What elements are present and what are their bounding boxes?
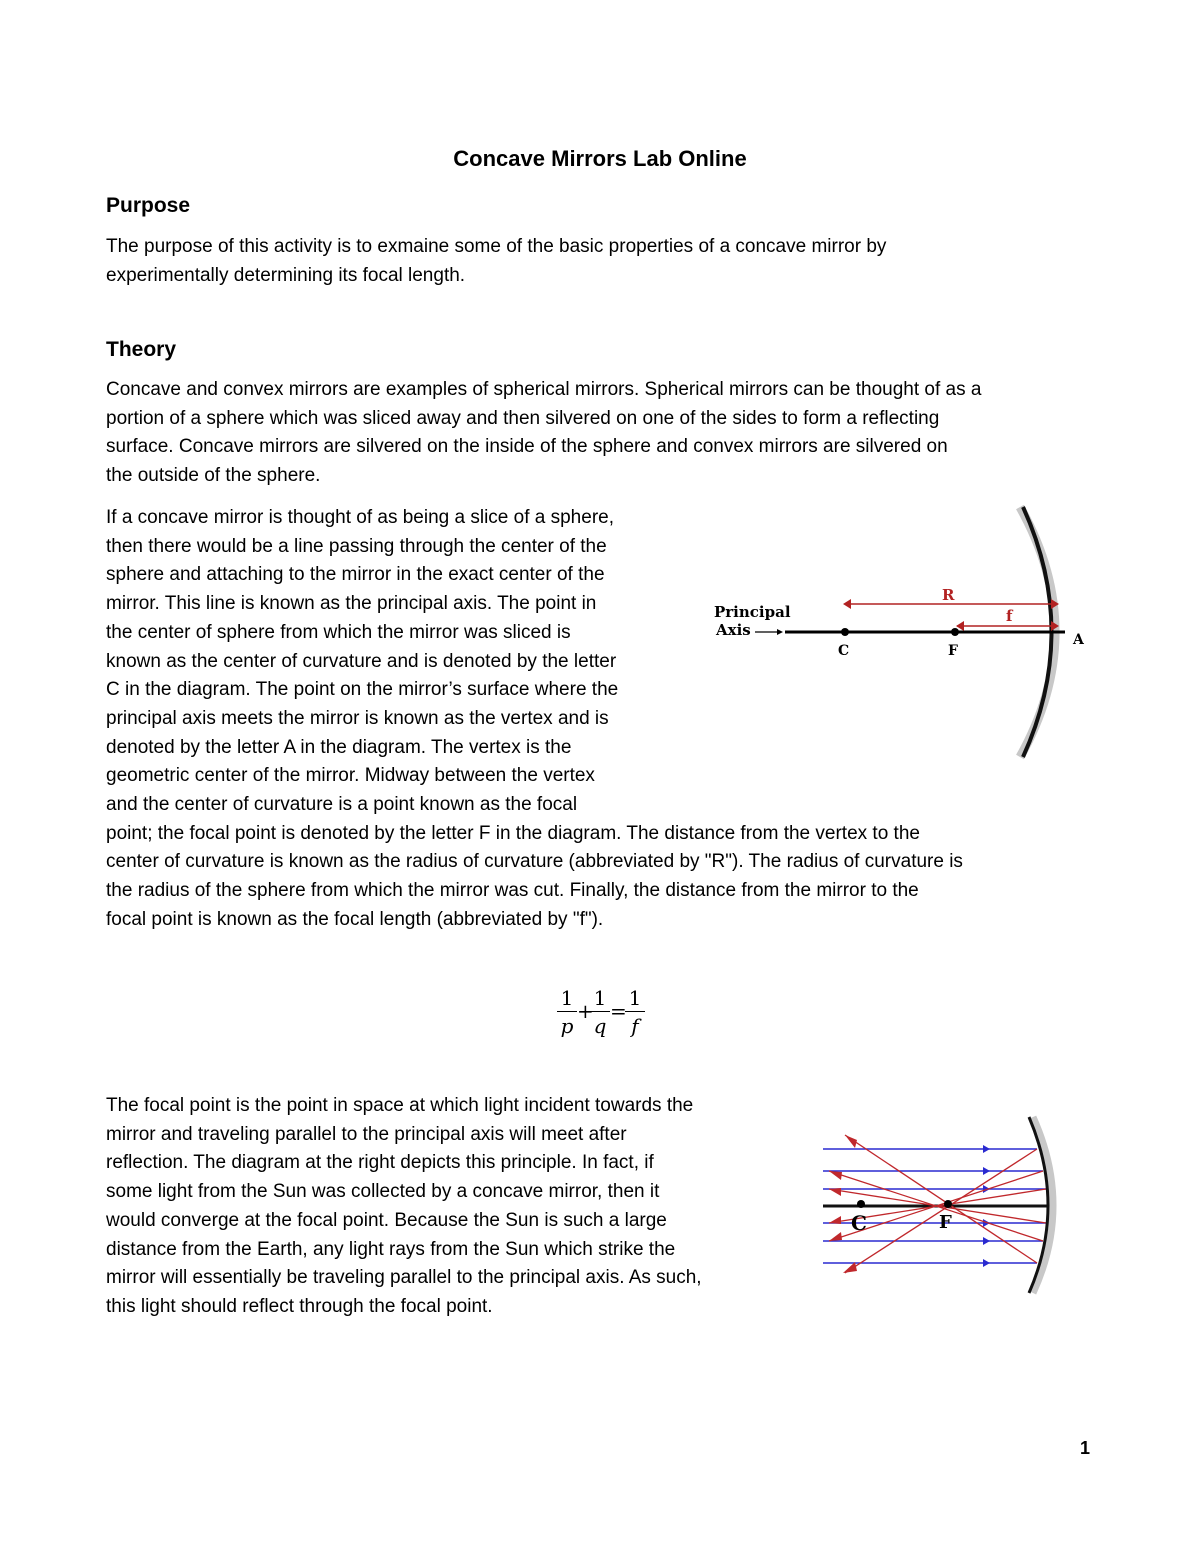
denominator: f: [631, 1014, 639, 1038]
numerator: 1: [628, 986, 642, 1010]
text-line: center of curvature is known as the radius of curvature (abbreviated by "R"). The radius of curvature is: [106, 851, 963, 873]
text-line: If a concave mirror is thought of as being a slice of a sphere,: [106, 507, 614, 528]
ray-diagram: [815, 1115, 1060, 1295]
center-of-curvature-label: C: [851, 1211, 867, 1235]
text-line: the center of sphere from which the mirror was sliced is: [106, 621, 571, 643]
center-of-curvature-label: C: [838, 643, 850, 659]
text-line: the radius of the sphere from which the mirror was cut. Finally, the distance from the mirror to the: [106, 880, 919, 902]
text-line: reflection. The diagram at the right depicts this principle. In fact, if: [106, 1152, 654, 1174]
ray-arrowhead: [845, 1135, 857, 1148]
page-number: 1: [1080, 1438, 1091, 1458]
text-line: surface. Concave mirrors are silvered on the inside of the sphere and convex mirrors are silvered on: [106, 436, 948, 458]
center-of-curvature-point: [857, 1200, 865, 1208]
text-line: would converge at the focal point. Because the Sun is such a large: [106, 1209, 667, 1231]
text-line: the outside of the sphere.: [106, 465, 321, 487]
ray-arrowhead: [983, 1145, 990, 1153]
ray-arrowhead: [829, 1171, 842, 1180]
text-line: sphere and attaching to the mirror in the exact center of the: [106, 564, 605, 586]
text-line: The purpose of this activity is to exmaine some of the basic properties of a concave mirror by: [106, 236, 887, 257]
fraction-1-over-q: [589, 985, 611, 1040]
reflected-arrowheads: [829, 1135, 857, 1273]
text-line: Concave and convex mirrors are examples of spherical mirrors. Spherical mirrors can be thought of as a: [106, 379, 982, 400]
text-line: mirror. This line is known as the principal axis. The point in: [106, 593, 597, 615]
focal-point-label: F: [948, 643, 958, 659]
focal-point-label: F: [939, 1212, 952, 1233]
focal-point: [951, 628, 959, 636]
ray-arrowhead: [829, 1216, 841, 1224]
text-line: C in the diagram. The point on the mirror’s surface where the: [106, 679, 619, 701]
principal-label: Principal: [714, 603, 791, 621]
text-line: and the center of curvature is a point known as the focal: [106, 794, 578, 816]
equals-sign: =: [610, 999, 627, 1023]
mirror-equation: [540, 985, 660, 1045]
denominator: q: [593, 1014, 607, 1038]
vertex-label: A: [1073, 632, 1084, 648]
text-line: mirror will essentially be traveling parallel to the principal axis. As such,: [106, 1267, 702, 1289]
text-line: point; the focal point is denoted by the letter F in the diagram. The distance from the vertex to the: [106, 822, 920, 844]
text-line: mirror and traveling parallel to the principal axis will meet after: [106, 1123, 627, 1145]
ray-arrowhead: [829, 1232, 842, 1241]
text-line: focal point is known as the focal length (abbreviated by "f").: [106, 908, 604, 930]
text-line: experimentally determining its focal length.: [106, 264, 466, 286]
axis-pointer-arrowhead: [777, 629, 783, 635]
theory-paragraph-1: [106, 376, 981, 491]
text-line: portion of a sphere which was sliced away and then silvered on one of the sides to form a reflecting: [106, 407, 940, 429]
purpose-heading: Purpose: [106, 194, 191, 217]
text-line: this light should reflect through the focal point.: [106, 1295, 493, 1317]
purpose-paragraph: [106, 233, 886, 290]
text-line: principal axis meets the mirror is known as the vertex and is: [106, 707, 609, 729]
text-line: known as the center of curvature and is denoted by the letter: [106, 650, 617, 672]
numerator: 1: [560, 986, 574, 1010]
ray-arrowhead: [983, 1167, 990, 1175]
fraction-1-over-f: [624, 985, 646, 1040]
center-of-curvature-point: [841, 628, 849, 636]
text-line: then there would be a line passing through the center of the: [106, 535, 607, 557]
mirror-geometry-diagram: [705, 505, 1095, 770]
page-title: Concave Mirrors Lab Online: [453, 146, 747, 171]
plus-sign: +: [577, 999, 594, 1023]
radius-label: R: [942, 586, 955, 604]
theory-paragraph-3: [106, 1092, 702, 1322]
text-line: The focal point is the point in space at which light incident towards the: [106, 1095, 694, 1116]
ray-arrowhead: [983, 1237, 990, 1245]
ray-arrowhead: [829, 1188, 841, 1196]
denominator: p: [560, 1014, 574, 1038]
reflected-ray: [845, 1149, 1037, 1273]
axis-label: Axis: [716, 621, 751, 639]
fraction-1-over-p: [556, 985, 578, 1040]
ray-arrowhead: [983, 1259, 990, 1267]
numerator: 1: [593, 986, 607, 1010]
radius-arrowhead-left: [843, 599, 851, 609]
reflected-ray: [845, 1135, 1037, 1263]
text-line: geometric center of the mirror. Midway between the vertex: [106, 765, 595, 787]
focal-length-label: f: [1006, 607, 1013, 625]
focal-point: [944, 1200, 952, 1208]
theory-heading: Theory: [106, 338, 177, 361]
text-line: denoted by the letter A in the diagram. The vertex is the: [106, 736, 572, 758]
text-line: distance from the Earth, any light rays from the Sun which strike the: [106, 1238, 676, 1260]
text-line: some light from the Sun was collected by a concave mirror, then it: [106, 1181, 660, 1203]
